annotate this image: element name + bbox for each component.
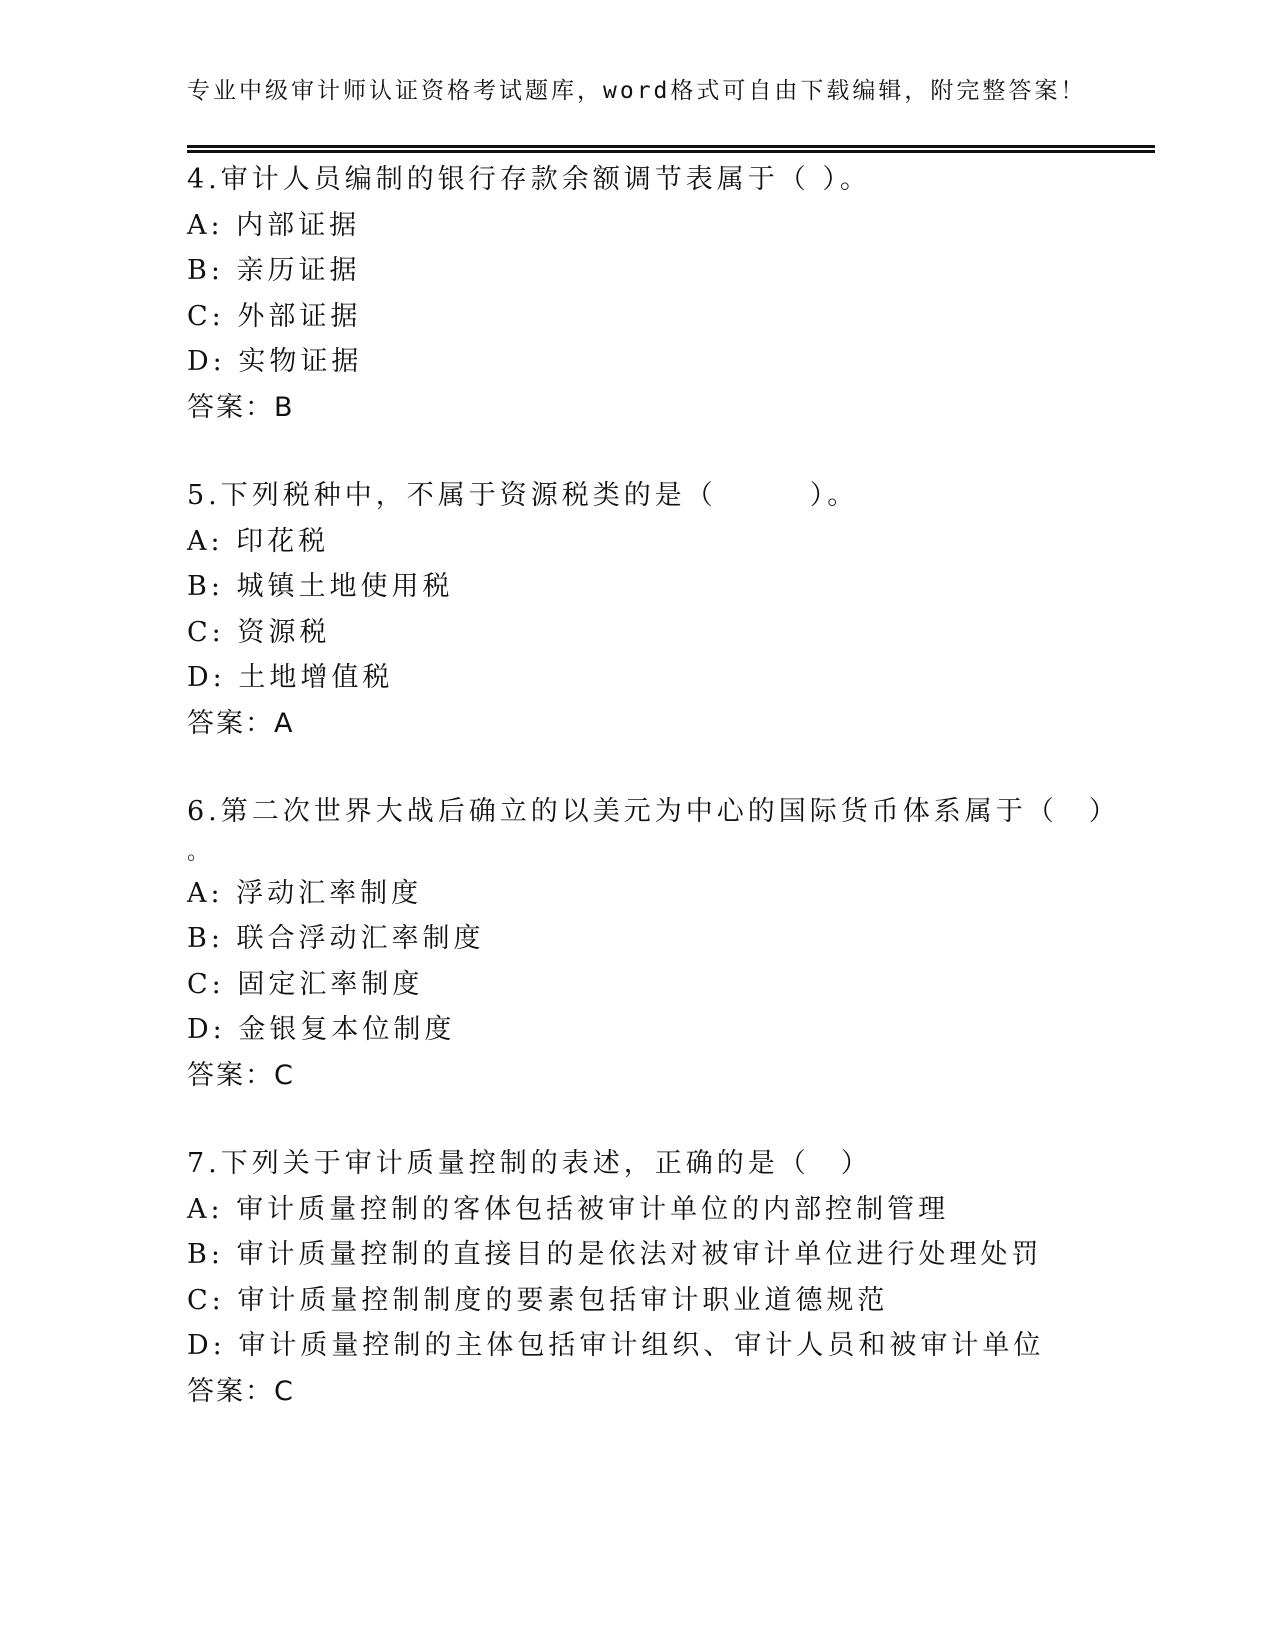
page-header: 专业中级审计师认证资格考试题库，word格式可自由下载编辑，附完整答案！ (187, 78, 1087, 104)
header-rule-top (187, 145, 1155, 148)
question-stem: 4.审计人员编制的银行存款余额调节表属于（ ）。 (187, 164, 871, 195)
option-c: C: 资源税 (187, 616, 331, 648)
option-a: A: 印花税 (187, 525, 330, 557)
question-5 (187, 473, 1155, 746)
option-c: C: 外部证据 (187, 300, 362, 332)
question-list (187, 157, 1155, 1457)
question-stem: 6.第二次世界大战后确立的以美元为中心的国际货币体系属于（ ） (187, 796, 1120, 827)
question-stem: 5.下列税种中，不属于资源税类的是（ ）。 (187, 480, 859, 511)
answer: 答案：C (187, 1375, 295, 1407)
option-d: D: 土地增值税 (187, 662, 394, 693)
option-b: B: 亲历证据 (187, 255, 361, 286)
option-b: B: 审计质量控制的直接目的是依法对被审计单位进行处理处罚 (187, 1239, 1043, 1270)
option-d: D: 审计质量控制的主体包括审计组织、审计人员和被审计单位 (187, 1330, 1045, 1361)
question-stem: 7.下列关于审计质量控制的表述，正确的是（ ） (187, 1148, 872, 1179)
option-d: D: 实物证据 (187, 346, 363, 377)
answer: 答案：B (187, 391, 295, 423)
answer: 答案：C (187, 1059, 295, 1091)
option-c: C: 审计质量控制制度的要素包括审计职业道德规范 (187, 1284, 889, 1316)
option-a: A: 审计质量控制的客体包括被审计单位的内部控制管理 (187, 1193, 950, 1225)
option-b: B: 联合浮动汇率制度 (187, 923, 485, 954)
question-7 (187, 1141, 1155, 1414)
option-b: B: 城镇土地使用税 (187, 571, 454, 602)
option-a: A: 内部证据 (187, 209, 361, 241)
question-6 (187, 789, 1155, 1098)
option-c: C: 固定汇率制度 (187, 968, 424, 1000)
option-d: D: 金银复本位制度 (187, 1014, 456, 1045)
option-a: A: 浮动汇率制度 (187, 877, 423, 909)
answer: 答案：A (187, 707, 295, 739)
question-stem-continuation: 。 (187, 839, 214, 865)
question-4 (187, 157, 1155, 430)
header-rule-bottom (187, 150, 1155, 153)
